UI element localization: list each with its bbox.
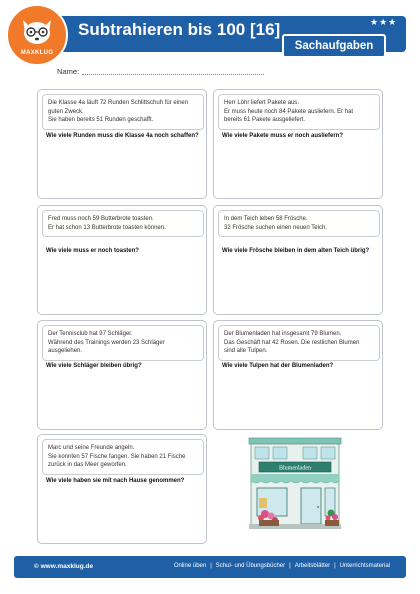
task-card-1 [37, 89, 207, 199]
footer-links [174, 563, 390, 569]
fox-icon [20, 18, 54, 46]
task-question: Wie viele Runden muss die Klasse 4a noch schaffen? [46, 133, 199, 139]
task-text [42, 94, 204, 130]
task-line: Er hat schon 13 Butterbrote toasten können. [48, 224, 166, 231]
task-line: Sie konnten 57 Fische fangen. Sie haben 21 Fische [48, 453, 186, 460]
task-card-6 [213, 320, 383, 430]
shop-sign: Blumenladen [279, 465, 311, 472]
footer-link-worksheets[interactable]: Arbeitsblätter [294, 563, 331, 569]
difficulty-stars: ★★★ [370, 17, 398, 27]
task-line: sind alle Tulpen. [224, 348, 268, 355]
task-line: guten Zweck. [48, 108, 84, 115]
task-text [42, 325, 204, 361]
footer-separator: | [289, 563, 291, 569]
task-line: bereits 61 Pakete ausgeliefert. [224, 117, 306, 124]
task-card-3 [37, 205, 207, 315]
name-field[interactable] [82, 74, 264, 75]
footer-link-material[interactable]: Unterrichtsmaterial [339, 563, 390, 569]
task-question: Wie viele Frösche bleiben in dem alten Teich übrig? [222, 248, 370, 254]
name-label: Name: [57, 67, 80, 76]
task-line: Der Blumenladen hat insgesamt 79 Blumen. [224, 331, 342, 337]
task-question: Wie viele haben sie mit nach Hause genommen? [46, 478, 185, 484]
task-card-5 [37, 320, 207, 430]
task-line: 32 Frösche suchen einen neuen Teich. [224, 224, 327, 231]
footer-site-link[interactable]: © www.maxklug.de [34, 563, 94, 570]
task-line: Sie haben bereits 51 Runden geschafft. [48, 117, 154, 124]
task-line: Er muss heute noch 84 Pakete ausliefern. Er hat [224, 108, 354, 115]
task-line: Während des Trainings werden 23 Schläger [48, 339, 165, 346]
task-question: Wie viele Schläger bleiben übrig? [46, 363, 142, 369]
footer-link-books[interactable]: Schul- und Übungsbücher [215, 563, 286, 569]
task-question: Wie viele Pakete muss er noch ausliefern? [222, 133, 343, 139]
task-text [218, 210, 380, 237]
task-text [42, 210, 204, 237]
task-card-2 [213, 89, 383, 199]
task-line: Fred muss noch 59 Butterbrote toasten. [48, 216, 154, 222]
task-line: Das Geschäft hat 42 Rosen. Die restlichen Blumen [224, 339, 360, 346]
task-line: Der Tennisclub hat 97 Schläger. [48, 331, 133, 337]
task-line: Die Klasse 4a läuft 72 Runden Schlittschuh für einen [48, 100, 189, 106]
task-text [42, 439, 204, 475]
task-text [218, 94, 380, 130]
task-line: Marc und seine Freunde angeln. [48, 445, 135, 451]
task-card-7 [37, 434, 207, 544]
category-badge: Sachaufgaben [282, 34, 386, 58]
page-title: Subtrahieren bis 100 [16] [78, 20, 281, 39]
maxklug-logo[interactable] [6, 4, 68, 66]
task-question: Wie viele Tulpen hat der Blumenladen? [222, 363, 334, 369]
footer-separator: | [334, 563, 336, 569]
task-card-4 [213, 205, 383, 315]
task-line: In dem Teich leben 58 Frösche. [224, 216, 308, 222]
task-text [218, 325, 380, 361]
task-line: zurück in das Meer geworfen. [48, 462, 127, 469]
task-line: ausgeliehen. [48, 348, 83, 355]
footer-link-online[interactable]: Online üben [173, 563, 207, 569]
task-question: Wie viele muss er noch toasten? [46, 248, 139, 254]
logo-text: MAXKLUG [20, 50, 54, 56]
flower-shop-illustration [245, 436, 345, 532]
footer-separator: | [210, 563, 212, 569]
footer-bar [14, 556, 406, 578]
task-line: Herr Löhr liefert Pakete aus. [224, 100, 300, 106]
